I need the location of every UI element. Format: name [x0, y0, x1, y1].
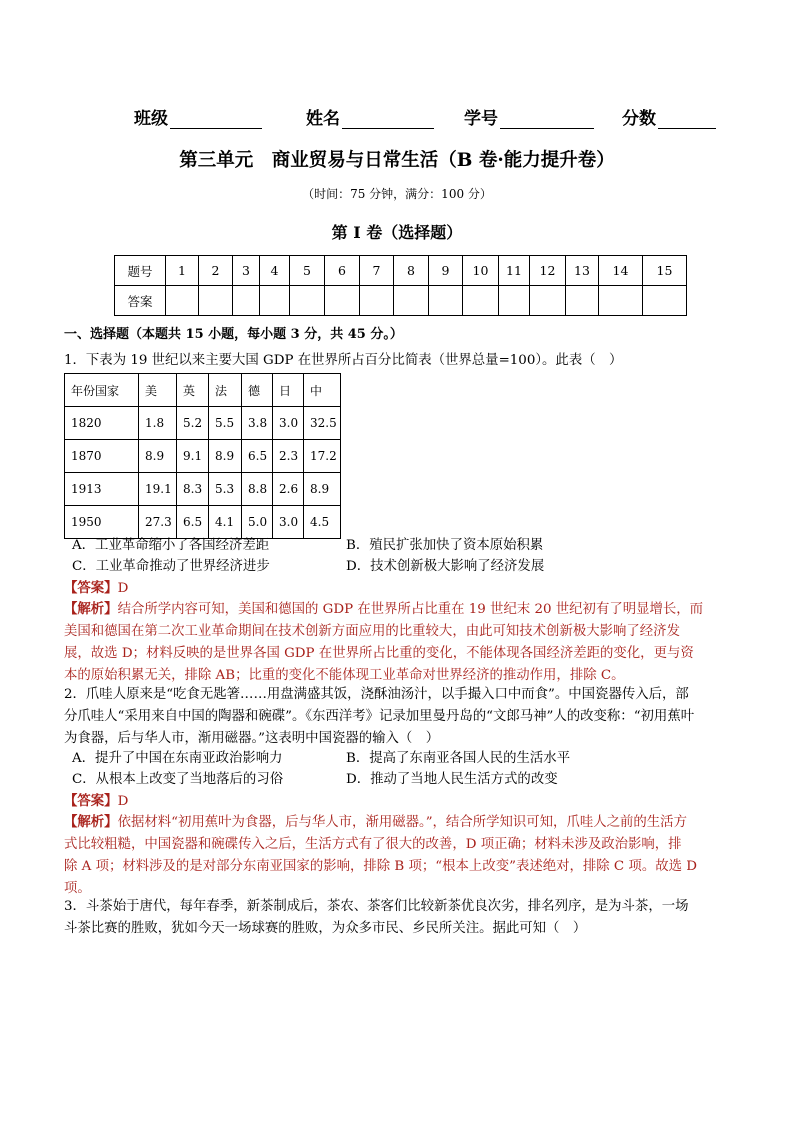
gdp-year-cell: 1913 [65, 473, 139, 506]
gdp-table-row [65, 440, 341, 473]
gdp-value-cell: 5.3 [209, 473, 242, 506]
score-label: 分数 [622, 109, 656, 129]
gdp-value-cell: 17.2 [304, 440, 341, 473]
gdp-value-cell: 4.5 [304, 506, 341, 539]
gdp-header-cell: 日 [273, 374, 304, 407]
q1-option-b[interactable]: B．殖民扩张加快了资本原始积累 [346, 538, 544, 553]
q2-analysis [64, 811, 697, 900]
name-field [306, 104, 434, 129]
gdp-header-cell: 法 [209, 374, 242, 407]
answer-table-number-row [115, 256, 687, 286]
id-field [464, 104, 594, 129]
gdp-value-cell: 4.1 [209, 506, 242, 539]
gdp-table-row [65, 473, 341, 506]
stem-line: 为食器，后与华人市，渐用磁器。”这表明中国瓷器的输入（ ） [64, 731, 440, 746]
gdp-value-cell: 3.0 [273, 506, 304, 539]
gdp-table-header-row [65, 374, 341, 407]
gdp-value-cell: 8.9 [209, 440, 242, 473]
gdp-header-cell: 德 [242, 374, 273, 407]
section-title: 第 I 卷（选择题） [331, 223, 463, 242]
gdp-year-cell: 1950 [65, 506, 139, 539]
stem-line: 3．斗茶始于唐代，每年春季，新茶制成后，茶农、茶客们比较新茶优良次劣，排名列序，是为斗茶，一场 [64, 899, 689, 914]
answer-cell[interactable] [325, 286, 360, 316]
class-label: 班级 [134, 109, 168, 129]
answer-value: D [117, 794, 129, 809]
class-blank[interactable] [170, 108, 262, 129]
gdp-value-cell: 8.3 [177, 473, 209, 506]
answer-cell[interactable] [233, 286, 260, 316]
gdp-header-cell: 年份国家 [65, 374, 139, 407]
answer-value: D [117, 581, 129, 596]
answer-label: 【答案】 [64, 793, 118, 809]
gdp-value-cell: 6.5 [242, 440, 273, 473]
analysis-line: 展，故选 D；材料反映的是世界各国 GDP 在世界所占比重的变化，不能体现各国经济差距的变化，更与资 [64, 646, 694, 661]
gdp-value-cell: 2.3 [273, 440, 304, 473]
answer-cell[interactable] [499, 286, 530, 316]
q1-analysis [64, 598, 703, 687]
q1-option-a[interactable]: A．工业革命缩小了各国经济差距 [72, 538, 270, 553]
stem-line: 分爪哇人“采用来自中国的陶器和碗碟”。《东西洋考》记录加里曼丹岛的“文郎马神”人的改变称：“初用蕉叶 [64, 709, 695, 724]
gdp-value-cell: 32.5 [304, 407, 341, 440]
gdp-year-cell: 1870 [65, 440, 139, 473]
gdp-year-cell: 1820 [65, 407, 139, 440]
name-label: 姓名 [306, 109, 340, 129]
question-number-cell: 5 [290, 256, 325, 286]
q1-option-d[interactable]: D．技术创新极大影响了经济发展 [346, 559, 545, 574]
question-number-cell: 14 [599, 256, 643, 286]
question-number-cell: 10 [463, 256, 499, 286]
question-number-cell: 1 [166, 256, 199, 286]
answer-cell[interactable] [566, 286, 599, 316]
class-field [134, 104, 262, 129]
part-heading: 一、选择题（本题共 15 小题，每小题 3 分，共 45 分。） [64, 327, 403, 342]
question-number-cell: 6 [325, 256, 360, 286]
answer-cell[interactable] [166, 286, 199, 316]
score-blank[interactable] [658, 108, 716, 129]
question-number-cell: 3 [233, 256, 260, 286]
question-number-cell: 11 [499, 256, 530, 286]
gdp-value-cell: 8.8 [242, 473, 273, 506]
score-field [622, 104, 716, 129]
question-number-cell: 7 [360, 256, 394, 286]
q2-option-a[interactable]: A．提升了中国在东南亚政治影响力 [72, 751, 283, 766]
q2-option-c[interactable]: C．从根本上改变了当地落后的习俗 [72, 772, 284, 787]
q2-answer [64, 790, 128, 813]
answer-cell[interactable] [199, 286, 233, 316]
q1-option-c[interactable]: C．工业革命推动了世界经济进步 [72, 559, 270, 574]
gdp-table-row [65, 506, 341, 539]
q1-answer [64, 577, 128, 600]
page-title: 第三单元 商业贸易与日常生活（B 卷·能力提升卷） [179, 150, 615, 171]
gdp-value-cell: 9.1 [177, 440, 209, 473]
answer-cell[interactable] [643, 286, 687, 316]
question-number-cell: 9 [429, 256, 463, 286]
analysis-text: 结合所学内容可知，美国和德国的 GDP 在世界所占比重在 19 世纪末 20 世纪初有了明显增长，而 [117, 602, 704, 617]
id-blank[interactable] [500, 108, 594, 129]
question-number-cell: 12 [530, 256, 566, 286]
answer-cell[interactable] [260, 286, 290, 316]
answer-table-answer-row [115, 286, 687, 316]
analysis-line: 本的原始积累无关，排除 AB；比重的变化不能体现工业革命对世界经济的推动作用，排除 C。 [64, 668, 625, 683]
gdp-value-cell: 2.6 [273, 473, 304, 506]
question-3-stem [64, 896, 689, 940]
q2-option-b[interactable]: B．提高了东南亚各国人民的生活水平 [346, 751, 571, 766]
gdp-value-cell: 3.8 [242, 407, 273, 440]
exam-time-info: （时间：75 分钟，满分：100 分） [302, 187, 492, 201]
id-label: 学号 [464, 109, 498, 129]
gdp-value-cell: 5.5 [209, 407, 242, 440]
gdp-header-cell: 美 [139, 374, 177, 407]
analysis-label: 【解析】 [64, 601, 118, 617]
answer-table-row-label: 题号 [115, 256, 166, 286]
gdp-value-cell: 1.8 [139, 407, 177, 440]
question-number-cell: 2 [199, 256, 233, 286]
analysis-label: 【解析】 [64, 814, 118, 830]
answer-table-row-label: 答案 [115, 286, 166, 316]
answer-label: 【答案】 [64, 580, 118, 596]
question-1-stem: 1．下表为 19 世纪以来主要大国 GDP 在世界所占百分比简表（世界总量=100）。此表（ ） [64, 353, 623, 368]
question-number-cell: 8 [394, 256, 429, 286]
student-info-line [134, 104, 734, 132]
answer-cell[interactable] [429, 286, 463, 316]
analysis-text: 依据材料“初用蕉叶为食器，后与华人市，渐用磁器。”，结合所学知识可知，爪哇人之前的生活方 [117, 815, 687, 830]
answer-cell[interactable] [360, 286, 394, 316]
question-number-cell: 4 [260, 256, 290, 286]
answer-cell[interactable] [290, 286, 325, 316]
answer-cell[interactable] [599, 286, 643, 316]
gdp-value-cell: 27.3 [139, 506, 177, 539]
analysis-line: 项。 [64, 881, 91, 896]
answer-cell[interactable] [530, 286, 566, 316]
gdp-value-cell: 3.0 [273, 407, 304, 440]
answer-sheet-table [114, 255, 687, 316]
analysis-line [64, 811, 697, 834]
stem-line: 斗茶比赛的胜败，犹如今天一场球赛的胜败，为众多市民、乡民所关注。据此可知（ ） [64, 921, 587, 936]
gdp-value-cell: 5.0 [242, 506, 273, 539]
gdp-header-cell: 中 [304, 374, 341, 407]
gdp-header-cell: 英 [177, 374, 209, 407]
q2-option-d[interactable]: D．推动了当地人民生活方式的改变 [346, 772, 558, 787]
gdp-value-cell: 19.1 [139, 473, 177, 506]
question-number-cell: 13 [566, 256, 599, 286]
gdp-value-cell: 6.5 [177, 506, 209, 539]
name-blank[interactable] [342, 108, 434, 129]
question-number-cell: 15 [643, 256, 687, 286]
answer-cell[interactable] [394, 286, 429, 316]
analysis-line [64, 598, 703, 621]
stem-line: 2．爪哇人原来是“吃食无匙箸……用盘满盛其饭，浇酥油汤汁，以手撮入口中而食”。中国瓷器传入后，部 [64, 687, 689, 702]
analysis-line: 美国和德国在第二次工业革命期间在技术创新方面应用的比重较大，由此可知技术创新极大影响了经济发 [64, 624, 680, 639]
gdp-table [64, 373, 341, 539]
gdp-value-cell: 8.9 [139, 440, 177, 473]
gdp-value-cell: 8.9 [304, 473, 341, 506]
gdp-table-row [65, 407, 341, 440]
gdp-value-cell: 5.2 [177, 407, 209, 440]
question-2-stem [64, 684, 694, 750]
analysis-line: 除 A 项；材料涉及的是对部分东南亚国家的影响，排除 B 项；“根本上改变”表述绝对，排除 C 项。故选 D [64, 859, 697, 874]
answer-cell[interactable] [463, 286, 499, 316]
analysis-line: 式比较粗糙，中国瓷器和碗碟传入之后，生活方式有了很大的改善，D 项正确；材料未涉及政治影响，排 [64, 837, 682, 852]
